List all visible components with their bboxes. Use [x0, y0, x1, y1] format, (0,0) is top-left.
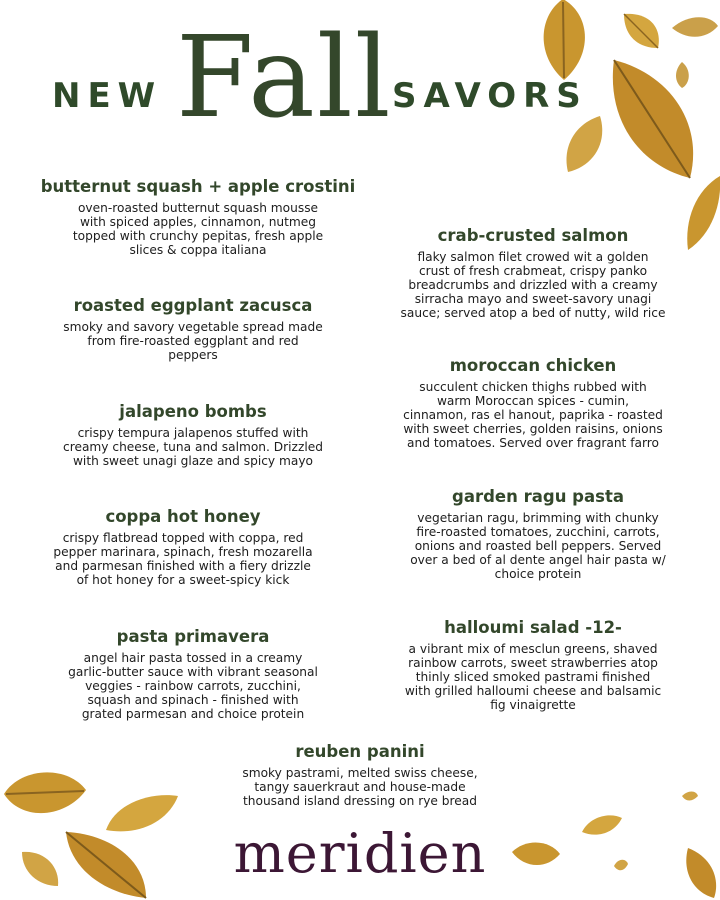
- menu-item-coppa-hot-honey: [28, 505, 338, 587]
- gold-leaf-icon: [0, 764, 90, 824]
- menu-item-description: [368, 642, 698, 712]
- gold-leaf-icon: [680, 790, 700, 802]
- description-line: thinly sliced smoked pastrami finished: [415, 670, 651, 684]
- description-line: garlic-butter sauce with vibrant seasonal: [68, 665, 318, 679]
- gold-leaf-icon: [600, 54, 704, 184]
- description-line: over a bed of al dente angel hair pasta w/: [410, 553, 666, 567]
- menu-item-description: [28, 426, 358, 468]
- menu-item-jalapeno-bombs: [28, 400, 358, 468]
- header-new-word: NEW: [52, 76, 163, 116]
- description-line: and parmesan finished with a fiery drizzle: [55, 559, 311, 573]
- description-line: with grilled halloumi cheese and balsamic: [404, 684, 662, 698]
- description-line: oven-roasted butternut squash mousse: [77, 201, 319, 215]
- description-line: grated parmesan and choice protein: [81, 707, 305, 721]
- gold-leaf-icon: [618, 8, 664, 54]
- description-line: tangy sauerkraut and house-made: [254, 780, 466, 794]
- menu-item-description: [28, 320, 358, 362]
- description-line: thousand island dressing on rye bread: [243, 794, 477, 808]
- description-line: a vibrant mix of mesclun greens, shaved: [408, 642, 658, 656]
- menu-item-moroccan-chicken: [368, 354, 698, 450]
- description-line: from fire-roasted eggplant and red: [87, 334, 299, 348]
- description-line: breadcrumbs and drizzled with a creamy: [408, 278, 658, 292]
- description-line: slices & coppa italiana: [129, 243, 267, 257]
- gold-leaf-icon: [560, 112, 606, 176]
- menu-item-butternut-crostini: [28, 175, 368, 257]
- description-line: creamy cheese, tuna and salmon. Drizzled: [63, 440, 323, 454]
- description-line: cinnamon, ras el hanout, paprika - roasted: [403, 408, 663, 422]
- description-line: fig vinaigrette: [490, 698, 576, 712]
- description-line: choice protein: [494, 567, 582, 581]
- menu-item-crab-crusted-salmon: [368, 224, 698, 320]
- menu-item-title: jalapeno bombs: [119, 402, 267, 421]
- description-line: peppers: [168, 348, 218, 362]
- menu-item-title: reuben panini: [295, 742, 425, 761]
- description-line: angel hair pasta tossed in a creamy: [83, 651, 303, 665]
- menu-item-reuben-panini: [200, 740, 520, 808]
- menu-item-description: [368, 511, 708, 581]
- menu-item-eggplant-zacusca: [28, 294, 358, 362]
- description-line: fire-roasted tomatoes, zucchini, carrots,: [416, 525, 660, 539]
- menu-item-pasta-primavera: [28, 625, 358, 721]
- description-line: sirracha mayo and sweet-savory unagi: [414, 292, 652, 306]
- description-line: vegetarian ragu, brimming with chunky: [417, 511, 659, 525]
- menu-item-description: [28, 531, 338, 587]
- description-line: smoky and savory vegetable spread made: [63, 320, 323, 334]
- menu-item-title: butternut squash + apple crostini: [40, 177, 356, 196]
- description-line: crispy flatbread topped with coppa, red: [62, 531, 304, 545]
- gold-leaf-icon: [670, 12, 720, 42]
- description-line: sauce; served atop a bed of nutty, wild rice: [400, 306, 666, 320]
- description-line: with sweet cherries, golden raisins, onions: [403, 422, 663, 436]
- header-savors-word: SAVORS: [392, 76, 588, 116]
- description-line: with spiced apples, cinnamon, nutmeg: [79, 215, 317, 229]
- description-line: onions and roasted bell peppers. Served: [414, 539, 662, 553]
- description-line: pepper marinara, spinach, fresh mozarella: [53, 545, 313, 559]
- header-fall-title: Fall: [176, 13, 393, 143]
- description-line: flaky salmon filet crowed wit a golden: [417, 250, 649, 264]
- menu-item-description: [368, 380, 698, 450]
- description-line: rainbow carrots, sweet strawberries atop: [408, 656, 658, 670]
- menu-item-title: pasta primavera: [116, 627, 270, 646]
- description-line: smoky pastrami, melted swiss cheese,: [242, 766, 478, 780]
- menu-item-description: [368, 250, 698, 320]
- menu-item-description: [200, 766, 520, 808]
- menu-item-description: [28, 651, 358, 721]
- menu-item-title: crab-crusted salmon: [437, 226, 629, 245]
- description-line: topped with crunchy pepitas, fresh apple: [72, 229, 324, 243]
- description-line: of hot honey for a sweet-spicy kick: [76, 573, 290, 587]
- menu-item-title: coppa hot honey: [105, 507, 261, 526]
- description-line: crispy tempura jalapenos stuffed with: [77, 426, 309, 440]
- description-line: squash and spinach - finished with: [87, 693, 299, 707]
- menu-item-title: roasted eggplant zacusca: [73, 296, 313, 315]
- menu-item-title: garden ragu pasta: [452, 487, 624, 506]
- description-line: crust of fresh crabmeat, crispy panko: [418, 264, 648, 278]
- description-line: and tomatoes. Served over fragrant farro: [407, 436, 659, 450]
- brand-logo: meridien: [233, 822, 487, 885]
- menu-item-title: moroccan chicken: [449, 356, 617, 375]
- description-line: with sweet unagi glaze and spicy mayo: [72, 454, 314, 468]
- description-line: warm Moroccan spices - cumin,: [436, 394, 630, 408]
- description-line: veggies - rainbow carrots, zucchini,: [85, 679, 301, 693]
- gold-leaf-icon: [528, 0, 598, 84]
- description-line: succulent chicken thighs rubbed with: [419, 380, 647, 394]
- menu-item-halloumi-salad: [368, 616, 698, 712]
- menu-item-title: halloumi salad -12-: [444, 618, 622, 637]
- menu-item-garden-ragu-pasta: [368, 485, 708, 581]
- menu-item-description: [28, 201, 368, 257]
